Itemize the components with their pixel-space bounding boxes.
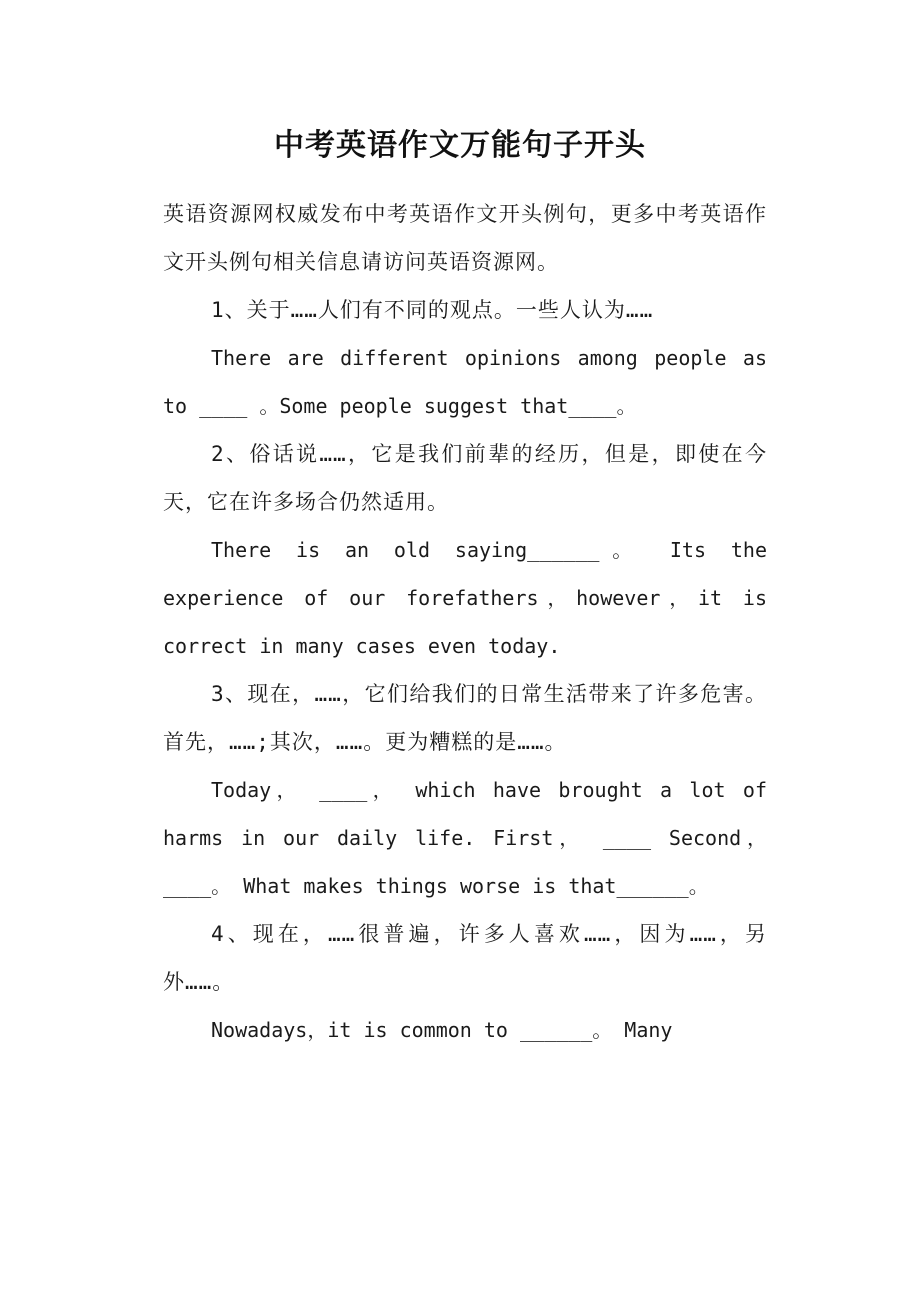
item-1-english: There are different opinions among people as to ____ 。Some people suggest that____。 <box>163 346 767 418</box>
item-3-english: Today， ____， which have brought a lot of harms in our daily life. First， ____ Second，____。 What makes things worse is that______。 <box>163 778 767 898</box>
page-title: 中考英语作文万能句子开头 <box>274 128 646 163</box>
item-2-chinese: 2、俗话说……，它是我们前辈的经历，但是，即使在今天，它在许多场合仍然适用。 <box>163 442 767 514</box>
item-3-chinese: 3、现在，……，它们给我们的日常生活带来了许多危害。首先，……;其次，……。更为糟糕的是……。 <box>163 682 767 754</box>
item-2-english: There is an old saying______。 Its the experience of our forefathers，however，it is correct in many cases even today. <box>163 538 767 658</box>
item-1-chinese: 1、关于……人们有不同的观点。一些人认为…… <box>211 298 654 322</box>
item-4-english: Nowadays，it is common to ______。 Many <box>211 1018 673 1042</box>
document-body <box>163 190 767 1054</box>
item-4-chinese: 4、现在，……很普遍，许多人喜欢……，因为……，另外……。 <box>163 922 767 994</box>
intro-paragraph: 英语资源网权威发布中考英语作文开头例句，更多中考英语作文开头例句相关信息请访问英语资源网。 <box>163 202 767 274</box>
